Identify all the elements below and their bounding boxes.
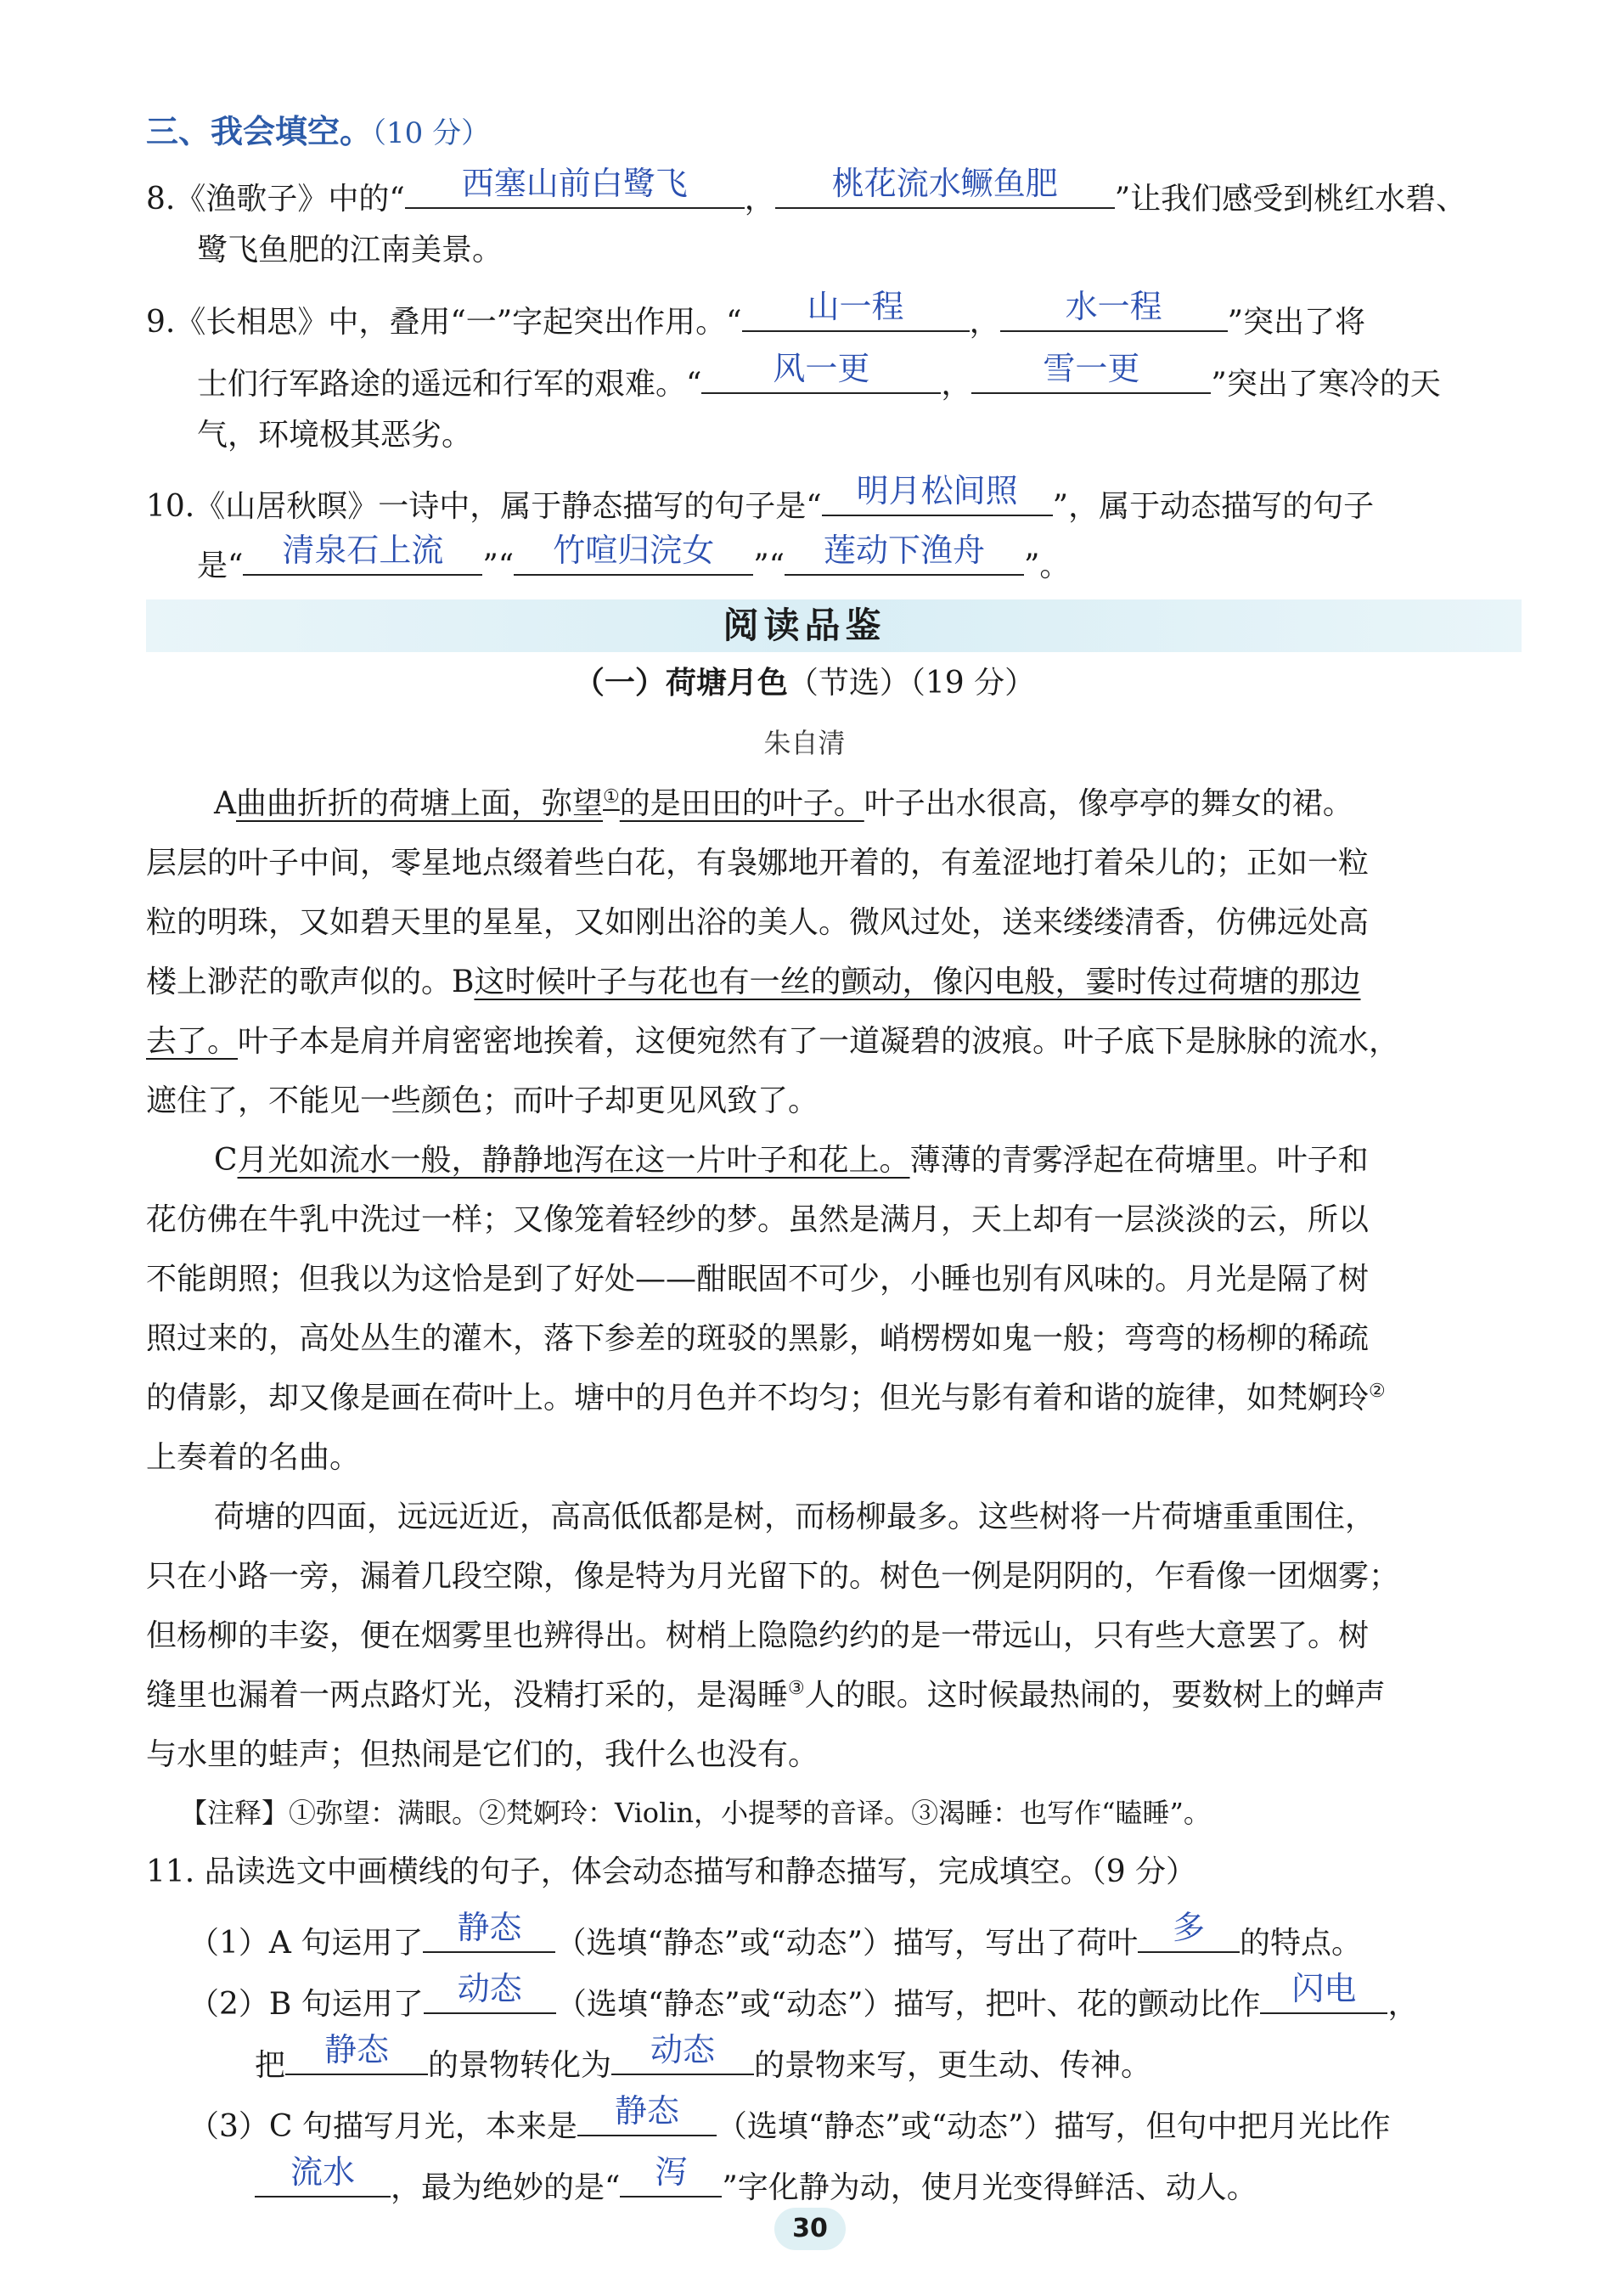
question-8	[146, 165, 1467, 221]
answer-text: 泻	[655, 2153, 688, 2191]
answer-text: 清泉石上流	[282, 532, 444, 569]
q11-text: ，	[1387, 1987, 1419, 2022]
q10-sep: ”“	[753, 549, 785, 583]
answer-text: 西塞山前白鹭飞	[461, 165, 688, 202]
q11-text: 的景物来写，更生动、传神。	[754, 2048, 1152, 2083]
answer-blank[interactable]	[742, 288, 970, 332]
answer-text: 静态	[614, 2092, 679, 2130]
passage-title-text: （一）荷塘月色	[573, 666, 788, 701]
answer-text: 多	[1172, 1909, 1205, 1946]
answer-blank[interactable]	[423, 1909, 555, 1953]
passage-line: 荷塘的四面，远远近近，高高低低都是树，而杨柳最多。这些树将一片荷塘重重围住，	[214, 1500, 1376, 1534]
answer-blank[interactable]	[701, 350, 941, 394]
reading-banner-title: 阅读品鉴	[723, 605, 886, 646]
answer-blank[interactable]	[1138, 1909, 1240, 1953]
answer-blank[interactable]	[620, 2153, 722, 2198]
passage-text: 缝里也漏着一两点路灯光，没精打采的，是渴睡	[146, 1678, 789, 1713]
answer-text: 山一程	[807, 288, 904, 325]
passage-title	[0, 662, 1609, 705]
q9-text: 9.《长相思》中，叠用“一”字起突出作用。“	[146, 305, 742, 340]
q11-sub2	[188, 1970, 1419, 2026]
q11-text: （选填“静态”或“动态”）描写，写出了荷叶	[555, 1926, 1138, 1961]
underlined-sentence: 的是田田的叶子。	[619, 786, 864, 821]
q11-text: 的特点。	[1239, 1926, 1362, 1961]
answer-blank[interactable]	[424, 1970, 556, 2014]
section-title	[146, 110, 490, 155]
q11-text: 的景物转化为	[428, 2048, 612, 2083]
passage-line: 不能朗照；但我以为这恰是到了好处——酣眠固不可少，小睡也别有风味的。月光是隔了树	[146, 1262, 1370, 1297]
passage-line	[214, 783, 1353, 825]
passage-title-note: （节选）	[787, 666, 910, 701]
passage-text: 叶子出水很高，像亭亭的舞女的裙。	[864, 786, 1353, 821]
q11-sub3-line2	[255, 2153, 1257, 2209]
page-number: 30	[774, 2208, 846, 2250]
q8-text: 8.《渔歌子》中的“	[146, 182, 405, 217]
q10-line2	[197, 532, 1071, 588]
underlined-sentence: 月光如流水一般，静静地泻在这一片叶子和花上。	[237, 1143, 910, 1178]
answer-blank[interactable]	[285, 2031, 428, 2075]
underlined-sentence: 曲曲折折的荷塘上面，弥望	[236, 786, 604, 821]
q10-text-post: ”，属于动态描写的句子	[1052, 489, 1375, 524]
answer-text: 明月松间照	[856, 472, 1018, 509]
q11-sub1	[188, 1909, 1362, 1965]
passage-line: 层层的叶子中间，零星地点缀着些白花，有袅娜地开着的，有羞涩地打着朵儿的；正如一粒	[146, 846, 1370, 881]
passage-line: 上奏着的名曲。	[146, 1440, 361, 1475]
answer-blank[interactable]	[1260, 1970, 1387, 2014]
q11-sub2-line2	[255, 2031, 1152, 2087]
answer-blank[interactable]	[611, 2031, 754, 2075]
q9-sep: ，	[969, 305, 1000, 340]
answer-blank[interactable]	[577, 2092, 717, 2136]
passage-line: 与水里的蛙声；但热闹是它们的，我什么也没有。	[146, 1737, 819, 1772]
q9-line3: 气，环境极其恶劣。	[197, 418, 473, 453]
q11-text: （2）B 句运用了	[188, 1987, 424, 2022]
answer-text: 闪电	[1291, 1970, 1357, 2007]
section-title-text: 三、我会填空。	[146, 113, 373, 150]
q10-text-post: ”。	[1024, 549, 1071, 583]
passage-line: 粒的明珠，又如碧天里的星星，又如刚出浴的美人。微风过处，送来缕缕清香，仿佛远处高	[146, 905, 1370, 940]
q11-text: （选填“静态”或“动态”）描写，但句中把月光比作	[716, 2109, 1391, 2144]
answer-blank[interactable]	[971, 350, 1211, 394]
passage-line: 照过来的，高处丛生的灌木，落下参差的斑驳的黑影，峭楞楞如鬼一般；弯弯的杨柳的稀疏	[146, 1321, 1370, 1356]
answer-blank[interactable]	[405, 165, 745, 209]
q11-text: 把	[255, 2048, 286, 2083]
passage-text: 人的眼。这时候最热闹的，要数树上的蝉声	[804, 1678, 1386, 1713]
passage-text: 的倩影，却又像是画在荷叶上。塘中的月色并不均匀；但光与影有着和谐的旋律，如梵婀玲	[146, 1381, 1370, 1415]
answer-text: 静态	[324, 2031, 390, 2068]
passage-line	[146, 961, 1360, 1004]
answer-text: 桃花流水鳜鱼肥	[831, 165, 1058, 202]
passage-line	[146, 1674, 1386, 1717]
passage-line: 遮住了，不能见一些颜色；而叶子却更见风致了。	[146, 1083, 819, 1118]
answer-text: 莲动下渔舟	[824, 532, 986, 569]
q8-sep: ，	[744, 182, 775, 217]
q11-text: ，最为绝妙的是“	[391, 2170, 621, 2205]
q10-text: 是“	[197, 549, 244, 583]
answer-blank[interactable]	[1000, 288, 1228, 332]
underlined-sentence: 去了。	[146, 1024, 239, 1059]
passage-text: 薄薄的青雾浮起在荷塘里。叶子和	[909, 1143, 1369, 1178]
answer-text: 雪一更	[1043, 350, 1140, 387]
footnote-marker: ②	[1369, 1381, 1386, 1402]
passage-line	[146, 1021, 1399, 1063]
q11-text: （3）C 句描写月光，本来是	[188, 2109, 577, 2144]
annotation-note	[180, 1792, 1211, 1834]
answer-text: 流水	[290, 2153, 355, 2191]
q9-text-post: ”突出了将	[1227, 305, 1365, 340]
sentence-label: C	[214, 1143, 238, 1178]
passage-score: （19 分）	[909, 666, 1036, 701]
answer-text: 动态	[457, 1970, 522, 2007]
q9-text-post: ”突出了寒冷的天	[1211, 367, 1441, 402]
answer-blank[interactable]	[775, 165, 1115, 209]
q11-text: （1）A 句运用了	[188, 1926, 424, 1961]
q11-text: （选填“静态”或“动态”）描写，把叶、花的颤动比作	[555, 1987, 1261, 2022]
q8-line2: 鹭飞鱼肥的江南美景。	[197, 233, 504, 267]
question-11-stem: 11. 品读选文中画横线的句子，体会动态描写和静态描写，完成填空。（9 分）	[146, 1854, 1197, 1889]
q9-line2	[197, 350, 1441, 406]
answer-blank[interactable]	[514, 532, 753, 576]
passage-text: 楼上渺茫的歌声似的。B	[146, 965, 475, 999]
note-label: 【注释】	[180, 1797, 290, 1829]
answer-text: 静态	[457, 1909, 522, 1946]
q9-sep: ，	[941, 367, 972, 402]
passage-line	[146, 1377, 1386, 1420]
footnote-marker: ③	[788, 1678, 805, 1699]
answer-blank[interactable]	[255, 2153, 391, 2198]
answer-text: 风一更	[773, 350, 870, 387]
sentence-label: A	[214, 786, 236, 821]
q9-text: 士们行军路途的遥远和行军的艰难。“	[197, 367, 702, 402]
underlined-sentence: 这时候叶子与花也有一丝的颤动，像闪电般，霎时传过荷塘的那边	[474, 965, 1361, 999]
answer-text: 水一程	[1065, 288, 1162, 325]
passage-line: 花仿佛在牛乳中洗过一样；又像笼着轻纱的梦。虽然是满月，天上却有一层淡淡的云，所以	[146, 1202, 1370, 1237]
q10-sep: ”“	[482, 549, 515, 583]
note-text: ①弥望：满眼。②梵婀玲：Violin，小提琴的音译。③渴睡：也写作“瞌睡”。	[289, 1797, 1211, 1829]
passage-line: 但杨柳的丰姿，便在烟雾里也辨得出。树梢上隐隐约约的是一带远山，只有些大意罢了。树	[146, 1618, 1370, 1653]
q11-sub3	[188, 2092, 1391, 2148]
footnote-marker: ①	[603, 786, 620, 808]
question-10	[146, 472, 1375, 528]
question-9	[146, 288, 1365, 344]
answer-text: 竹喧归浣女	[553, 532, 715, 569]
q8-text-post: ”让我们感受到桃红水碧、	[1114, 182, 1467, 217]
passage-text: 叶子本是肩并肩密密地挨着，这便宛然有了一道凝碧的波痕。叶子底下是脉脉的流水，	[238, 1024, 1400, 1059]
answer-text: 动态	[650, 2031, 716, 2068]
section-score: （10 分）	[372, 116, 491, 150]
passage-author: 朱自清	[763, 727, 846, 759]
answer-blank[interactable]	[785, 532, 1024, 576]
answer-blank[interactable]	[243, 532, 482, 576]
answer-blank[interactable]	[822, 472, 1053, 516]
q11-text: ”字化静为动，使月光变得鲜活、动人。	[722, 2170, 1257, 2205]
passage-line: 只在小路一旁，漏着几段空隙，像是特为月光留下的。树色一例是阴阴的，乍看像一团烟雾；	[146, 1559, 1400, 1594]
passage-line	[214, 1140, 1369, 1182]
q10-text: 10.《山居秋暝》一诗中，属于静态描写的句子是“	[146, 489, 822, 524]
